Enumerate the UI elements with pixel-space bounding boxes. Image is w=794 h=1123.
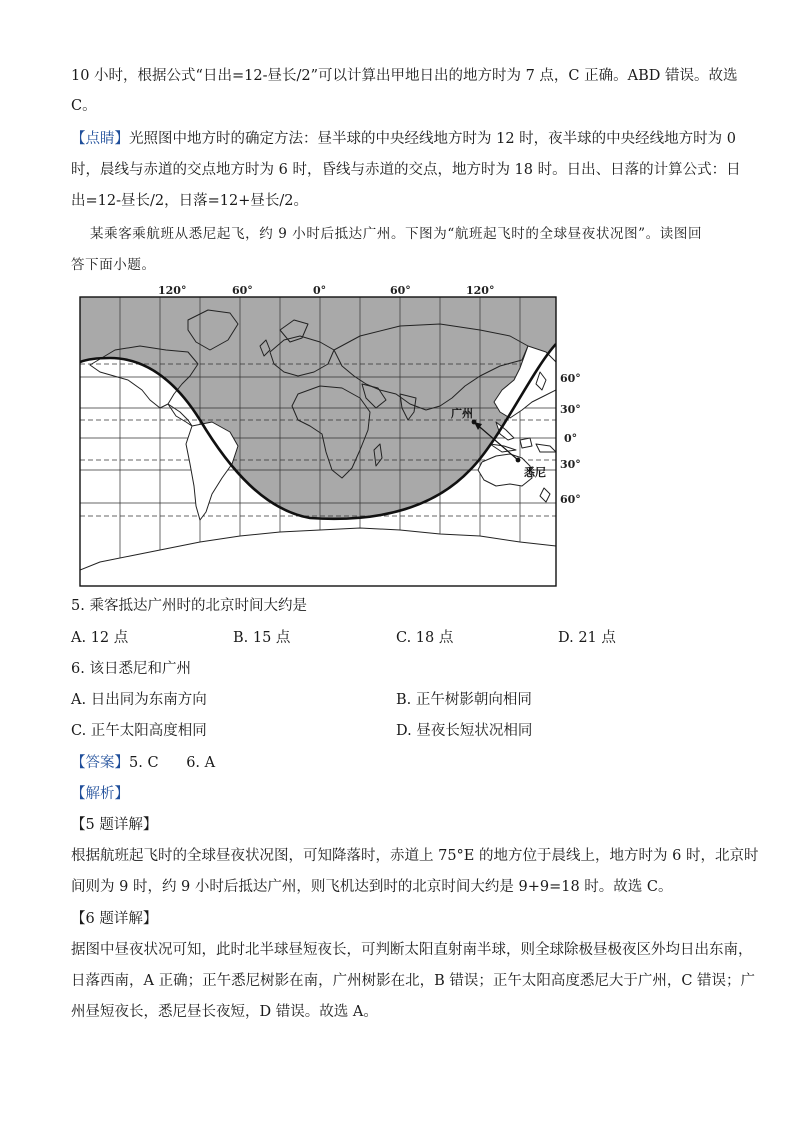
q5-option-b: B. 15 点 [233, 630, 291, 646]
sydney-marker [516, 458, 521, 463]
antarctica [80, 528, 556, 586]
indonesia-2 [520, 438, 532, 448]
lon-label-120w: 120° [158, 284, 187, 297]
lat-label-30n: 30° [560, 403, 581, 416]
prev-explanation-line-2: C。 [71, 98, 97, 114]
answer-text: 5. C 6. A [129, 755, 216, 771]
sydney-label: 悉尼 [524, 466, 546, 479]
q6-stem: 6. 该日悉尼和广州 [71, 661, 191, 677]
lon-label-120e: 120° [466, 284, 495, 297]
q5-stem: 5. 乘客抵达广州时的北京时间大约是 [71, 598, 307, 614]
guangzhou-marker [472, 420, 477, 425]
lat-label-30s: 30° [560, 458, 581, 471]
guangzhou-label: 广州 [451, 407, 473, 420]
q6-option-d: D. 昼夜长短状况相同 [396, 723, 533, 739]
central-america [168, 404, 192, 426]
indonesia-1 [490, 444, 516, 452]
tip-label: 【点睛】 [71, 131, 129, 147]
q6-option-a: A. 日出同为东南方向 [71, 692, 207, 708]
q5-option-d: D. 21 点 [558, 630, 616, 646]
q6-option-b: B. 正午树影朝向相同 [396, 692, 532, 708]
detail5-line-1: 根据航班起飞时的全球昼夜状况图，可知降落时，赤道上 75°E 的地方位于晨线上，地方时为 6 时，北京时 [71, 848, 759, 864]
detail6-line-1: 据图中昼夜状况可知，此时北半球昼短夜长，可判断太阳直射南半球，则全球除极昼极夜区外均日出东南， [71, 942, 753, 958]
detail5-line-2: 间则为 9 时，约 9 小时后抵达广州，则飞机达到时的北京时间大约是 9+9=18 时。故选 C。 [71, 879, 673, 895]
answer-line [71, 753, 215, 773]
q5-option-c: C. 18 点 [396, 630, 454, 646]
analysis-label: 【解析】 [71, 786, 129, 802]
lon-label-0: 0° [313, 284, 327, 297]
intro-line-2: 答下面小题。 [71, 257, 156, 273]
tip-line-1: 【点睛】光照图中地方时的确定方法：昼半球的中央经线地方时为 12 时，夜半球的中央经线地方时为 0 [71, 131, 736, 147]
answer-label: 【答案】 [71, 755, 129, 771]
new-zealand [540, 488, 550, 502]
q5-option-a: A. 12 点 [71, 630, 129, 646]
lat-label-0: 0° [564, 432, 578, 445]
q6-option-c: C. 正午太阳高度相同 [71, 723, 207, 739]
detail6-line-3: 州昼短夜长，悉尼昼长夜短，D 错误。故选 A。 [71, 1004, 378, 1020]
tip-line-3: 出=12-昼长/2，日落=12+昼长/2。 [71, 193, 308, 209]
detail6-label: 【6 题详解】 [71, 911, 158, 927]
lat-label-60s: 60° [560, 493, 581, 506]
tip-line-2: 时，晨线与赤道的交点地方时为 6 时，昏线与赤道的交点，地方时为 18 时。日出、日落的计算公式：日 [71, 162, 741, 178]
lat-label-60n: 60° [560, 372, 581, 385]
prev-explanation-line-1: 10 小时，根据公式“日出=12-昼长/2”可以计算出甲地日出的地方时为 7 点，C 正确。ABD 错误。故选 [71, 68, 738, 84]
detail6-line-2: 日落西南，A 正确；正午悉尼树影在南，广州树影在北，B 错误；正午太阳高度悉尼大于广州，C 错误；广 [71, 973, 756, 989]
day-night-world-map [70, 280, 590, 588]
lon-label-60w: 60° [232, 284, 253, 297]
detail5-label: 【5 题详解】 [71, 817, 158, 833]
intro-line-1: 某乘客乘航班从悉尼起飞，约 9 小时后抵达广州。下图为“航班起飞时的全球昼夜状况图”。读图回 [90, 226, 703, 242]
new-guinea [536, 444, 556, 452]
lon-label-60e: 60° [390, 284, 411, 297]
